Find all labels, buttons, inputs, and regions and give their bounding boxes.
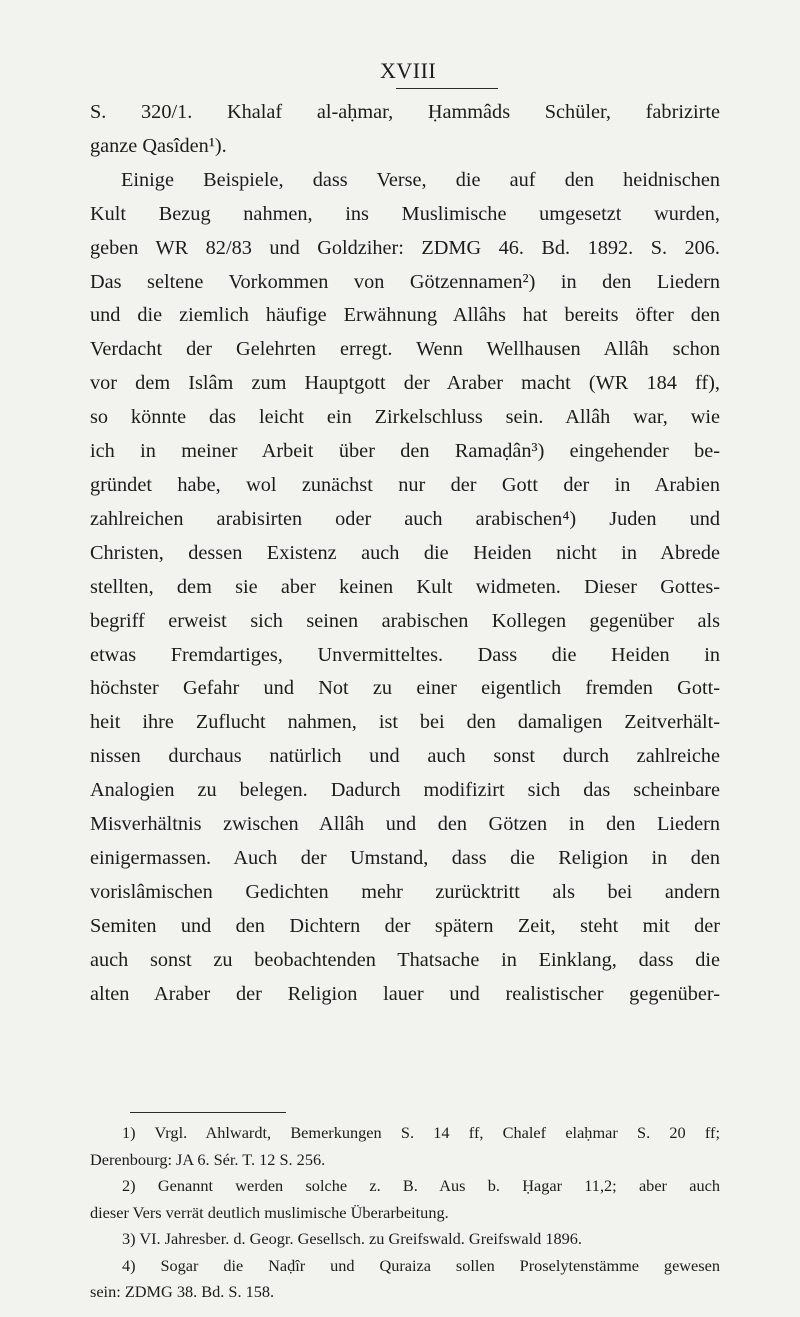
text-line: ganze Qasîden¹). <box>90 134 227 157</box>
text-line: auch sonst zu beobachtenden Thatsache in Einklang, dass die <box>90 948 720 971</box>
text-line: einigermassen. Auch der Umstand, dass die Religion in den <box>90 846 720 869</box>
text-line: S. 320/1. Khalaf al-aḥmar, Ḥammâds Schüler, fabrizirte <box>90 101 720 123</box>
text-line: Verdacht der Gelehrten erregt. Wenn Wellhausen Allâh schon <box>90 338 720 361</box>
footnote-separator <box>130 1112 286 1113</box>
footnotes <box>90 1120 720 1306</box>
footnote-line: dieser Vers verrät deutlich muslimische Überarbeitung. <box>90 1202 449 1222</box>
text-line: stellten, dem sie aber keinen Kult widmeten. Dieser Gottes- <box>90 575 720 598</box>
text-line: vorislâmischen Gedichten mehr zurücktritt als bei andern <box>90 880 720 903</box>
footnote-line: 1) Vrgl. Ahlwardt, Bemerkungen S. 14 ff, Chalef elaḥmar S. 20 ff; <box>122 1123 720 1142</box>
text-line: geben WR 82/83 und Goldziher: ZDMG 46. Bd. 1892. S. 206. <box>90 236 720 259</box>
text-line: etwas Fremdartiges, Unvermitteltes. Dass die Heiden in <box>90 643 720 666</box>
footnote-line: 3) VI. Jahresber. d. Geogr. Gesellsch. zu Greifswald. Greifswald 1896. <box>122 1229 582 1248</box>
text-line: Christen, dessen Existenz auch die Heiden nicht in Abrede <box>90 541 720 564</box>
text-line: begriff erweist sich seinen arabischen Kollegen gegenüber als <box>90 609 720 632</box>
text-line: und die ziemlich häufige Erwähnung Allâhs hat bereits öfter den <box>90 304 720 327</box>
text-line: Das seltene Vorkommen von Götzennamen²) in den Liedern <box>90 270 720 293</box>
text-line: Analogien zu belegen. Dadurch modifizirt sich das scheinbare <box>90 779 720 802</box>
page-number: XVIII <box>380 58 437 83</box>
footnote-line: Derenbourg: JA 6. Sér. T. 12 S. 256. <box>90 1149 326 1169</box>
footnote-line: 4) Sogar die Naḍîr und Quraiza sollen Proselytenstämme gewesen <box>122 1255 720 1275</box>
text-line: Kult Bezug nahmen, ins Muslimische umgesetzt wurden, <box>90 202 720 225</box>
page-number-underline <box>396 88 498 89</box>
text-line: Einige Beispiele, dass Verse, die auf den heidnischen <box>121 168 720 191</box>
text-line: Semiten und den Dichtern der spätern Zeit, steht mit der <box>90 914 720 937</box>
text-line: heit ihre Zuflucht nahmen, ist bei den damaligen Zeitverhält- <box>90 711 720 734</box>
text-line: nissen durchaus natürlich und auch sonst durch zahlreiche <box>90 745 720 768</box>
text-line: ich in meiner Arbeit über den Ramaḍân³) eingehender be- <box>90 440 720 463</box>
main-text <box>90 96 720 1011</box>
text-line: so könnte das leicht ein Zirkelschluss sein. Allâh war, wie <box>90 406 720 429</box>
text-line: höchster Gefahr und Not zu einer eigentlich fremden Gott- <box>90 677 720 700</box>
text-line: vor dem Islâm zum Hauptgott der Araber macht (WR 184 ff), <box>90 372 720 395</box>
footnote-line: sein: ZDMG 38. Bd. S. 158. <box>90 1282 275 1301</box>
text-line: Misverhältnis zwischen Allâh und den Götzen in den Liedern <box>90 813 720 836</box>
footnote-line: 2) Genannt werden solche z. B. Aus b. Ḥagar 11,2; aber auch <box>122 1176 720 1195</box>
text-line: alten Araber der Religion lauer und realistischer gegenüber- <box>90 982 720 1005</box>
text-line: gründet habe, wol zunächst nur der Gott der in Arabien <box>90 473 720 496</box>
text-line: zahlreichen arabisirten oder auch arabischen⁴) Juden und <box>90 507 720 530</box>
